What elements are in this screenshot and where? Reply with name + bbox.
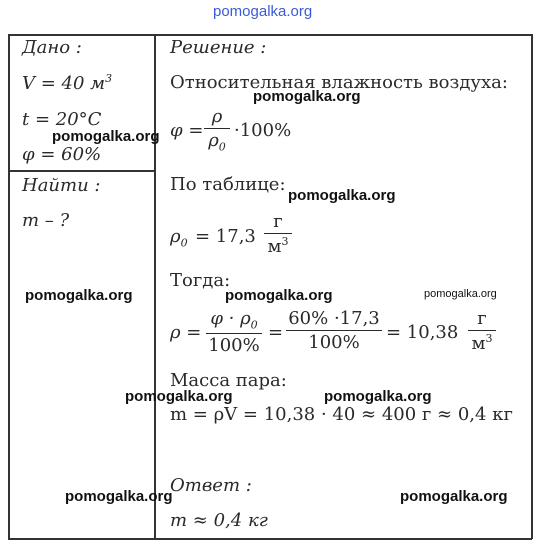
given-heading: Дано : — [22, 37, 82, 58]
formula1-rhs: ·100% — [234, 120, 292, 141]
table-right-border — [531, 34, 533, 539]
watermark: pomogalka.org — [25, 287, 133, 304]
formula3-fraction2: 60% ·17,3 100% — [286, 308, 382, 353]
formula3-unit: г $м^3$ — [468, 308, 496, 354]
watermark: pomogalka.org — [253, 88, 361, 105]
formula3-lhs: ρ = — [170, 322, 202, 343]
find-heading: Найти : — [22, 175, 101, 196]
formula3-result: = 10,38 — [386, 322, 459, 343]
formula1-fraction: ρ $\rho_0$ — [204, 106, 230, 154]
formula2-value: = 17,3 — [195, 226, 256, 247]
text-then: Тогда: — [170, 270, 231, 291]
answer-heading: Ответ : — [170, 475, 252, 496]
text-relative-humidity: Относительная влажность воздуха: — [170, 72, 508, 93]
find-mass: m – ? — [22, 210, 70, 231]
watermark: pomogalka.org — [324, 388, 432, 405]
given-volume: V = 40 $м^3$ — [22, 72, 113, 94]
formula4: m = ρV = 10,38 · 40 ≈ 400 г ≈ 0,4 кг — [170, 404, 513, 425]
watermark: pomogalka.org — [400, 488, 508, 505]
watermark: pomogalka.org — [424, 288, 497, 300]
table-top-border — [8, 34, 532, 36]
given-divider — [8, 170, 155, 172]
formula3-fraction1: $\varphi \cdot \rho_0$ 100% — [206, 308, 262, 356]
table-bottom-border — [8, 538, 532, 540]
formula2-lhs: $\rho_0$ — [170, 226, 188, 250]
watermark: pomogalka.org — [52, 128, 160, 145]
watermark: pomogalka.org — [65, 488, 173, 505]
text-table: По таблице: — [170, 174, 286, 195]
solution-heading: Решение : — [170, 37, 267, 58]
given-humidity: φ = 60% — [22, 144, 102, 165]
table-left-border — [8, 34, 10, 539]
watermark: pomogalka.org — [125, 388, 233, 405]
watermark: pomogalka.org — [288, 187, 396, 204]
formula1-lhs: φ = — [170, 120, 204, 141]
watermark: pomogalka.org — [225, 287, 333, 304]
answer-value: m ≈ 0,4 кг — [170, 510, 268, 531]
given-temperature: t = 20°C — [22, 109, 102, 130]
formula3-equals: = — [268, 322, 284, 343]
watermark-top: pomogalka.org — [213, 3, 313, 20]
text-vapor-mass: Масса пара: — [170, 370, 287, 391]
formula2-unit: г $м^3$ — [264, 211, 292, 257]
column-divider — [154, 34, 156, 539]
